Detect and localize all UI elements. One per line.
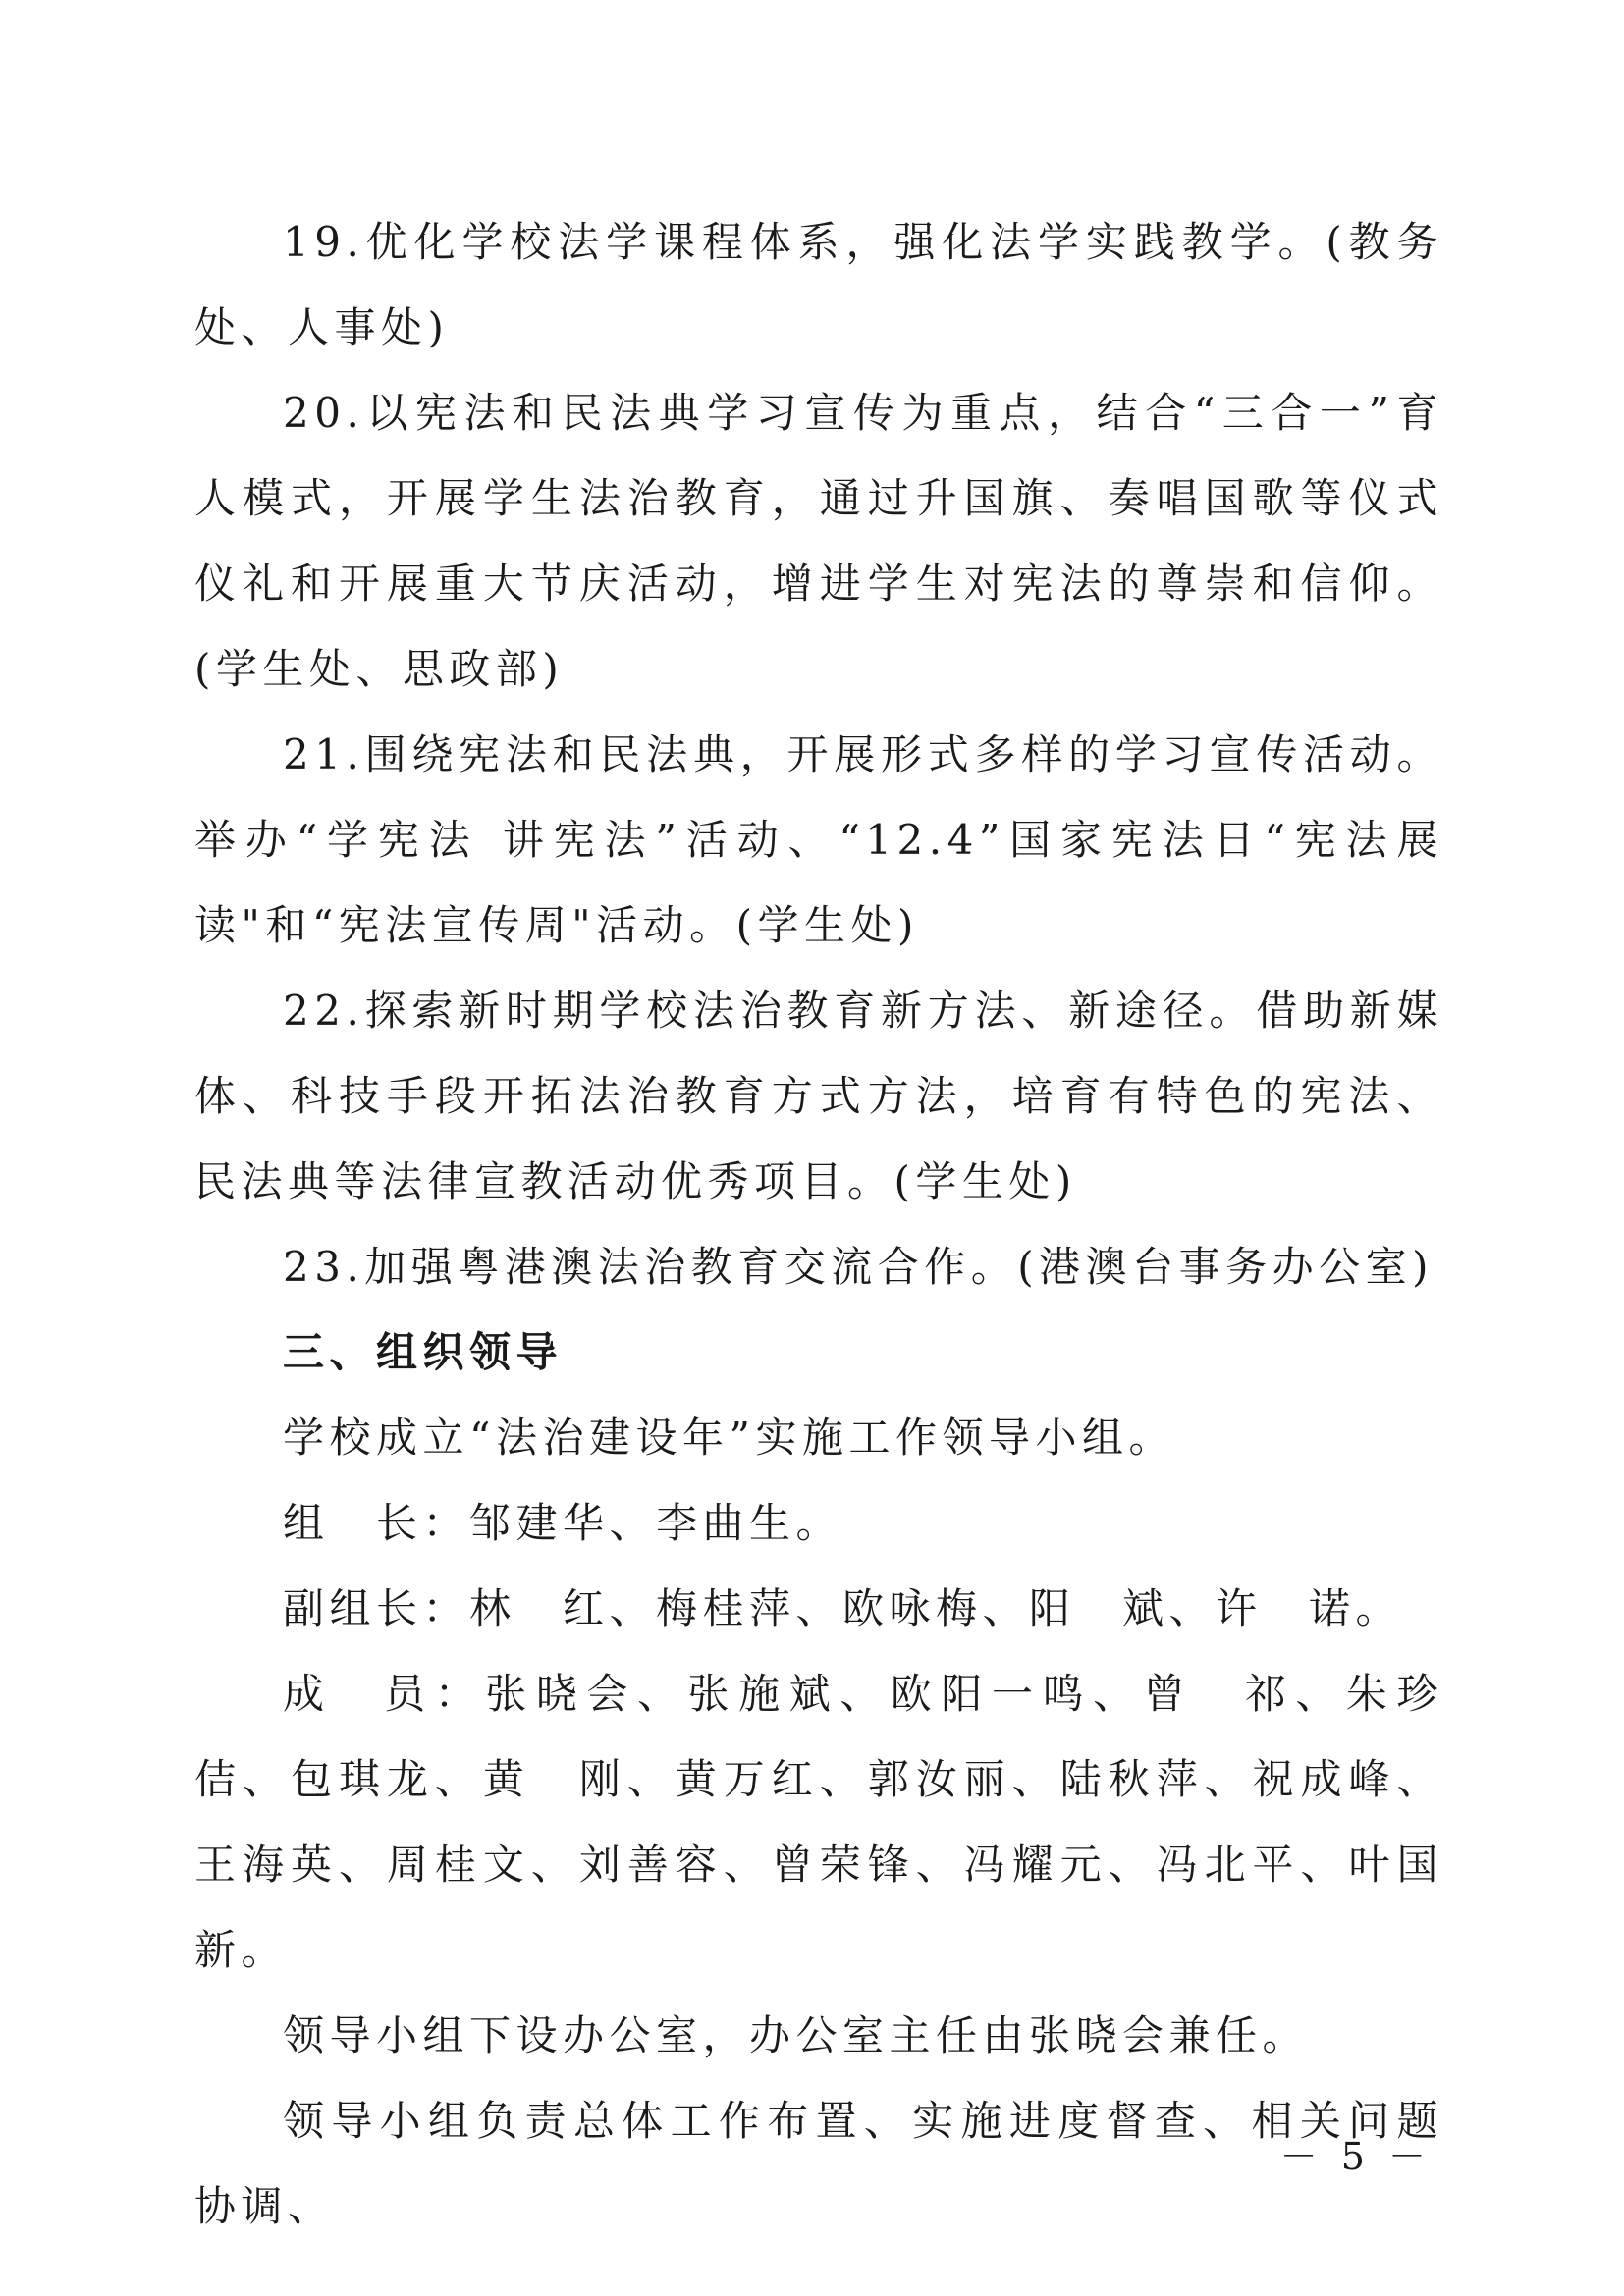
leader-line: 组 长：邹建华、李曲生。	[283, 1499, 843, 1547]
item-19: 19.优化学校法学课程体系，强化法学实践教学。(教务处、人事处)	[194, 218, 1443, 351]
document-body	[194, 199, 1443, 2249]
org-intro: 学校成立“法治建设年”实施工作领导小组。	[283, 1414, 1175, 1462]
office-note: 领导小组下设办公室，办公室主任由张晓会兼任。	[283, 2011, 1310, 2059]
item-21: 21.围绕宪法和民法典，开展形式多样的学习宣传活动。举办“学宪法 讲宪法”活动、“12.4”国家宪法日“宪法展读"和“宪法宣传周"活动。(学生处)	[194, 730, 1443, 949]
item-22: 22.探索新时期学校法治教育新方法、新途径。借助新媒体、科技手段开拓法治教育方式方法，培育有特色的宪法、民法典等法律宣教活动优秀项目。(学生处)	[194, 987, 1443, 1205]
deputy-leader-line: 副组长：林 红、梅桂萍、欧咏梅、阳 斌、许 诺。	[283, 1584, 1403, 1632]
duty-note: 领导小组负责总体工作布置、实施进度督查、相关问题协调、	[194, 2097, 1443, 2230]
page-number: － 5 －	[1279, 2135, 1432, 2178]
item-23: 23.加强粤港澳法治教育交流合作。(港澳台事务办公室)	[283, 1243, 1435, 1291]
item-20: 20.以宪法和民法典学习宣传为重点，结合“三合一”育人模式，开展学生法治教育，通过升国旗、奏唱国歌等仪式仪礼和开展重大节庆活动，增进学生对宪法的尊崇和信仰。(学生处、思政部)	[194, 389, 1443, 693]
section-heading: 三、组织领导	[283, 1328, 564, 1376]
members-line: 成 员：张晓会、张施斌、欧阳一鸣、曾 祁、朱珍佶、包琪龙、黄 刚、黄万红、郭汝丽、陆秋萍、祝成峰、王海英、周桂文、刘善容、曾荣锋、冯耀元、冯北平、叶国新。	[194, 1670, 1443, 1974]
